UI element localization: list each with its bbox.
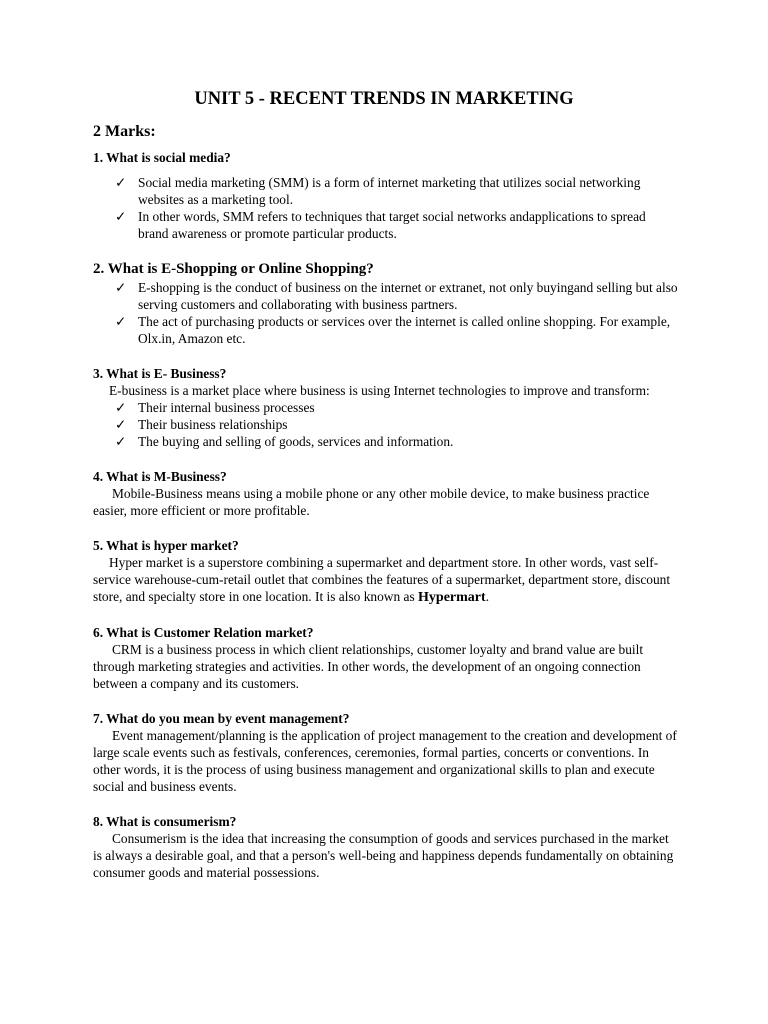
- section-consumerism: [93, 813, 678, 881]
- section-e-shopping: [93, 260, 678, 347]
- question-heading: 8. What is consumerism?: [93, 814, 237, 829]
- list-item: ✓ Their internal business processes: [115, 400, 315, 415]
- question-heading: 2. What is E-Shopping or Online Shopping?: [93, 261, 374, 277]
- document-body: [93, 122, 678, 881]
- list-item: ✓ In other words, SMM refers to techniques that target social networks andapplications to spread brand awareness or promote particular products.: [115, 209, 646, 241]
- answer-paragraph: Hyper market is a superstore combining a supermarket and department store. In other words, vast self-service warehouse-cum-retail outlet that combines the features of a supermarket, department store, discount store, and specialty store in one location. It is also known as Hypermart.: [93, 555, 671, 605]
- section-e-business: [93, 365, 678, 450]
- list-item: ✓ The act of purchasing products or services over the internet is called online shopping. For example, Olx.in, Amazon etc.: [115, 314, 671, 346]
- answer-paragraph: Mobile-Business means using a mobile phone or any other mobile device, to make business practice easier, more efficient or more profitable.: [93, 486, 650, 518]
- check-mark-icon: ✓: [115, 175, 127, 190]
- section-social-media: [93, 149, 678, 242]
- bullet-list: [93, 279, 678, 347]
- check-mark-icon: ✓: [115, 280, 127, 295]
- list-item: ✓ Their business relationships: [115, 417, 288, 432]
- question-heading: 6. What is Customer Relation market?: [93, 625, 314, 640]
- answer-paragraph: Consumerism is the idea that increasing the consumption of goods and services purchased in the market is always a desirable goal, and that a person's well-being and happiness depends fundamentally on obtaining consumer goods and material possessions.: [93, 831, 674, 880]
- check-mark-icon: ✓: [115, 417, 127, 432]
- section-hyper-market: [93, 537, 678, 606]
- bullet-list: [93, 174, 678, 242]
- document-title: UNIT 5 - RECENT TRENDS IN MARKETING: [194, 89, 574, 109]
- answer-paragraph: E-business is a market place where business is using Internet technologies to improve and transform:: [109, 383, 650, 398]
- list-item: ✓ E-shopping is the conduct of business on the internet or extranet, not only buyingand selling but also serving customers and collaborating with business partners.: [115, 280, 678, 312]
- bullet-list: [93, 399, 678, 450]
- check-mark-icon: ✓: [115, 434, 127, 449]
- list-item: ✓ Social media marketing (SMM) is a form of internet marketing that utilizes social networking websites as a marketing tool.: [115, 175, 641, 207]
- bold-term: Hypermart: [418, 590, 486, 605]
- check-mark-icon: ✓: [115, 400, 127, 415]
- answer-paragraph: Event management/planning is the application of project management to the creation and development of large scale events such as festivals, conferences, ceremonies, formal parties, concerts or conventions. In other words, it is the process of using business management and organizational skills to plan and execute social and business events.: [93, 728, 677, 794]
- question-heading: 7. What do you mean by event management?: [93, 711, 350, 726]
- section-event-management: [93, 710, 678, 795]
- section-m-business: [93, 468, 678, 519]
- answer-paragraph: CRM is a business process in which client relationships, customer loyalty and brand value are built through marketing strategies and activities. In other words, the development of an ongoing connection between a company and its customers.: [93, 642, 644, 691]
- check-mark-icon: ✓: [115, 314, 127, 329]
- question-heading: 1. What is social media?: [93, 150, 231, 165]
- check-mark-icon: ✓: [115, 209, 127, 224]
- question-heading: 5. What is hyper market?: [93, 538, 239, 553]
- question-heading: 4. What is M-Business?: [93, 469, 227, 484]
- question-heading: 3. What is E- Business?: [93, 366, 227, 381]
- section-crm: [93, 624, 678, 692]
- marks-heading: 2 Marks:: [93, 123, 156, 140]
- list-item: ✓ The buying and selling of goods, services and information.: [115, 434, 454, 449]
